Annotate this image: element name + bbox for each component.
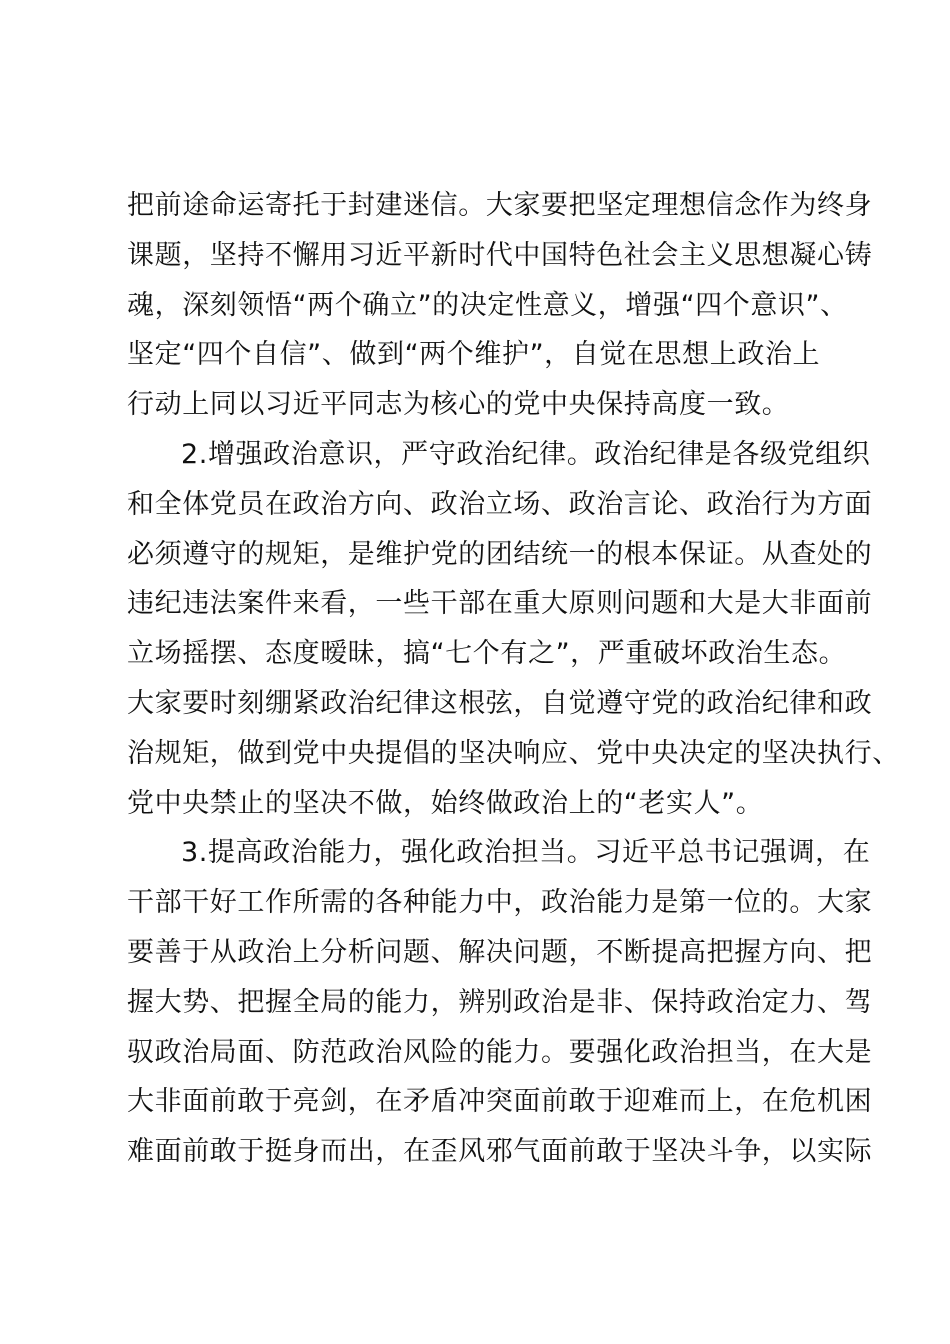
text-line: 治规矩，做到党中央提倡的坚决响应、党中央决定的坚决执行、 [127, 737, 900, 769]
text-line: 必须遵守的规矩，是维护党的团结统一的根本保证。从查处的 [127, 538, 873, 570]
text-line: 行动上同以习近平同志为核心的党中央保持高度一致。 [127, 389, 790, 421]
text-line: 坚定“四个自信”、做到“两个维护”，自觉在思想上政治上 [127, 339, 821, 371]
text-line: 违纪违法案件来看，一些干部在重大原则问题和大是大非面前 [127, 588, 873, 620]
text-line: 和全体党员在政治方向、政治立场、政治言论、政治行为方面 [127, 488, 873, 520]
paragraph-heading-2: 2.增强政治意识，严守政治纪律。政治纪律是各级党组织 [181, 438, 871, 470]
paragraph-heading-3: 3.提高政治能力，强化政治担当。习近平总书记强调，在 [181, 837, 871, 869]
text-line: 课题，坚持不懈用习近平新时代中国特色社会主义思想凝心铸 [127, 239, 873, 271]
text-line: 握大势、把握全局的能力，辨别政治是非、保持政治定力、驾 [127, 986, 873, 1018]
text-line: 驭政治局面、防范政治风险的能力。要强化政治担当，在大是 [127, 1036, 873, 1068]
text-line: 干部干好工作所需的各种能力中，政治能力是第一位的。大家 [127, 887, 873, 919]
text-line: 难面前敢于挺身而出，在歪风邪气面前敢于坚决斗争，以实际 [127, 1136, 873, 1168]
text-line: 魂，深刻领悟“两个确立”的决定性意义，增强“四个意识”、 [127, 289, 848, 321]
text-line: 大家要时刻绷紧政治纪律这根弦，自觉遵守党的政治纪律和政 [127, 687, 873, 719]
text-line: 大非面前敢于亮剑，在矛盾冲突面前敢于迎难而上，在危机困 [127, 1086, 873, 1118]
text-line: 要善于从政治上分析问题、解决问题，不断提高把握方向、把 [127, 936, 873, 968]
text-line: 立场摇摆、态度暧昧，搞“七个有之”，严重破坏政治生态。 [127, 638, 847, 670]
body-text [127, 181, 900, 1177]
text-line: 党中央禁止的坚决不做，始终做政治上的“老实人”。 [127, 787, 764, 819]
text-line: 把前途命运寄托于封建迷信。大家要把坚定理想信念作为终身 [127, 190, 873, 221]
